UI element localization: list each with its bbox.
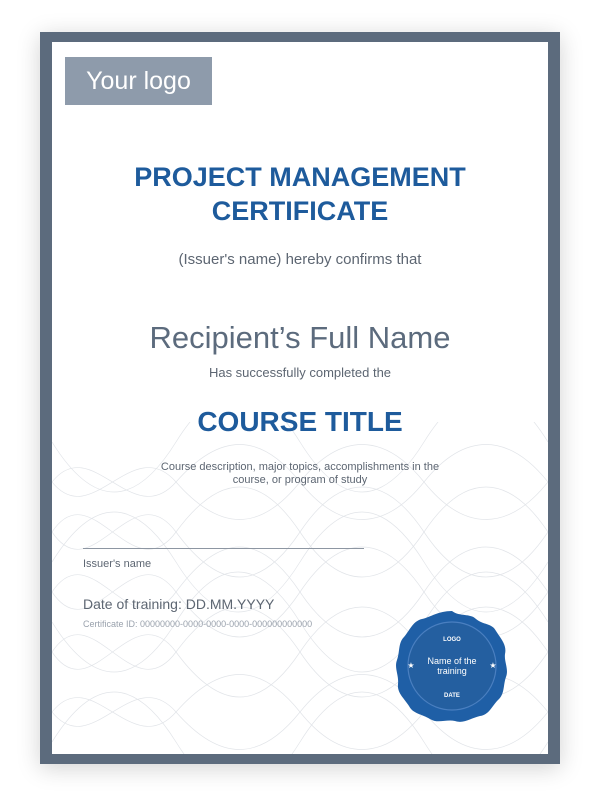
confirmation-text: (Issuer's name) hereby confirms that (178, 251, 422, 268)
signature-line (83, 548, 364, 549)
seal-date-text: DATE (444, 693, 460, 699)
seal-logo-text: LOGO (443, 637, 461, 643)
title-line-1: PROJECT MANAGEMENT (134, 162, 466, 192)
certificate-title (52, 160, 548, 228)
recipient-name: Recipient’s Full Name (149, 320, 451, 355)
issuer-name-label: Issuer's name (83, 558, 152, 570)
certificate-paper (52, 42, 548, 754)
course-title: COURSE TITLE (197, 406, 403, 437)
seal-name-line-2: training (437, 666, 467, 676)
seal-badge (394, 608, 510, 724)
training-date: Date of training: DD.MM.YYYY (83, 596, 275, 612)
seal-name-line-1: Name of the (427, 656, 477, 666)
title-line-2: CERTIFICATE (211, 196, 389, 226)
certificate-id: Certificate ID: 00000000-0000-0000-0000-000000000000 (83, 619, 313, 629)
course-description (160, 461, 440, 487)
completed-text: Has successfully completed the (208, 365, 392, 380)
description-line-1: Course description, major topics, accomplishments in the (160, 461, 440, 473)
star-icon: ★ (489, 661, 497, 670)
description-line-2: course, or program of study (232, 474, 368, 486)
star-icon: ★ (407, 661, 415, 670)
logo-placeholder: Your logo (65, 57, 212, 105)
certificate-frame (40, 32, 560, 764)
